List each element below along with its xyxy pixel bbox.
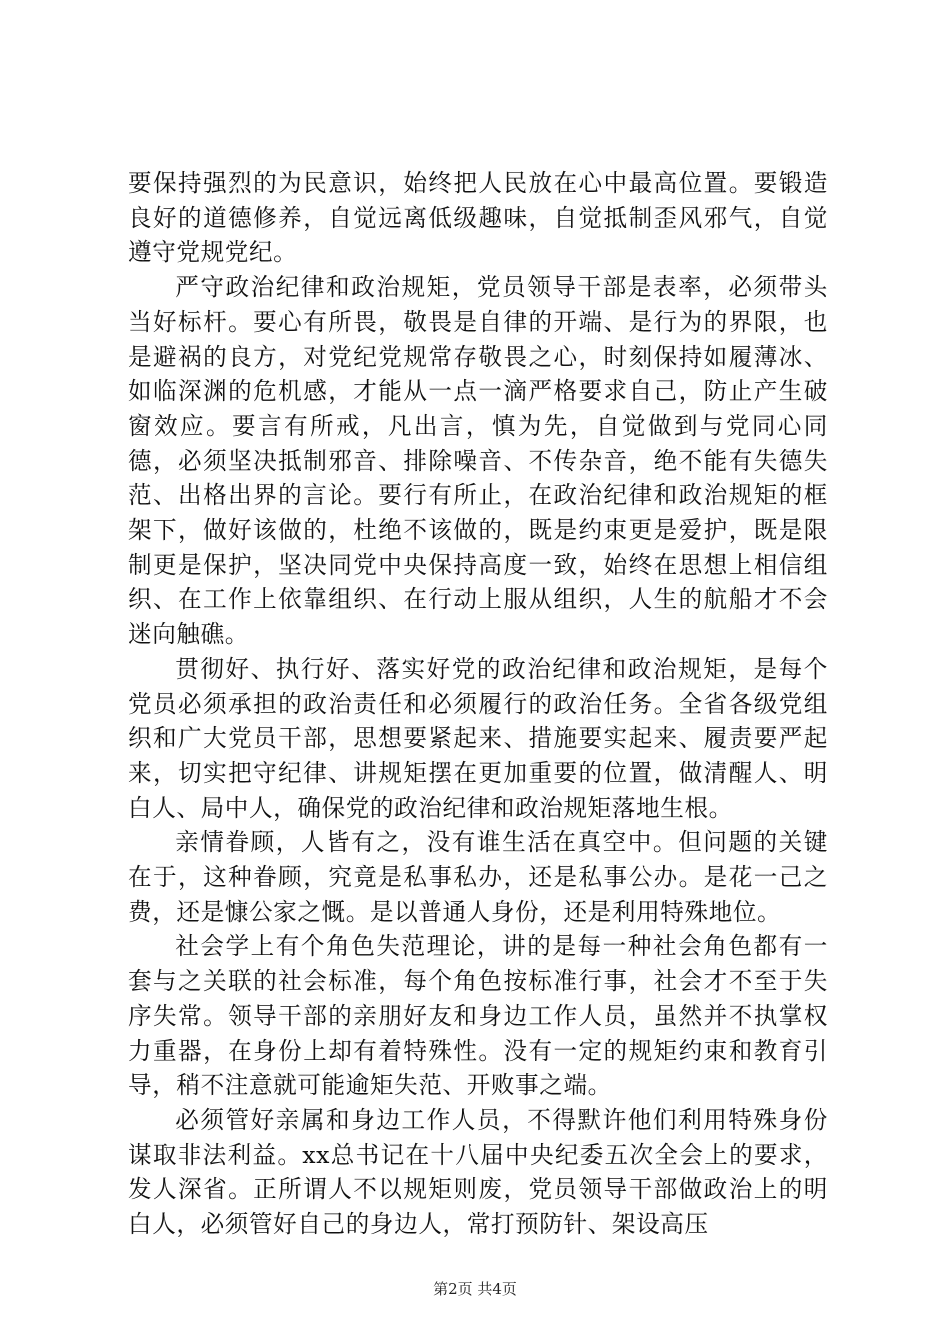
paragraph-3: 贯彻好、执行好、落实好党的政治纪律和政治规矩，是每个党员必须承担的政治责任和必须履行的政治任务。全省各级党组织和广大党员干部，思想要紧起来、措施要实起来、履责要严起来，切实把守纪律、讲规矩摆在更加重要的位置，做清醒人、明白人、局中人，确保党的政治纪律和政治规矩落地生根。 xyxy=(128,654,828,822)
paragraph-4: 亲情眷顾，人皆有之，没有谁生活在真空中。但问题的关键在于，这种眷顾，究竟是私事私办，还是私事公办。是花一己之费，还是慷公家之慨。是以普通人身份，还是利用特殊地位。 xyxy=(128,828,828,926)
paragraph-2: 严守政治纪律和政治规矩，党员领导干部是表率，必须带头当好标杆。要心有所畏，敬畏是自律的开端、是行为的界限，也是避祸的良方，对党纪党规常存敬畏之心，时刻保持如履薄冰、如临深渊的危机感，才能从一点一滴严格要求自己，防止产生破窗效应。要言有所戒，凡出言，慎为先，自觉做到与党同心同德，必须坚决抵制邪音、排除噪音、不传杂音，绝不能有失德失范、出格出界的言论。要行有所止，在政治纪律和政治规矩的框架下，做好该做的，杜绝不该做的，既是约束更是爱护，既是限制更是保护，坚决同党中央保持高度一致，始终在思想上相信组织、在工作上依靠组织、在行动上服从组织，人生的航船才不会迷向触礁。 xyxy=(128,273,828,649)
paragraph-5: 社会学上有个角色失范理论，讲的是每一种社会角色都有一套与之关联的社会标准，每个角色按标准行事，社会才不至于失序失常。领导干部的亲朋好友和身边工作人员，虽然并不执掌权力重器，在身份上却有着特殊性。没有一定的规矩约束和教育引导，稍不注意就可能逾矩失范、开败事之端。 xyxy=(128,932,828,1100)
page-number-footer: 第2页 共4页 xyxy=(433,1280,517,1298)
paragraph-1: 要保持强烈的为民意识，始终把人民放在心中最高位置。要锻造良好的道德修养，自觉远离低级趣味，自觉抵制歪风邪气，自觉遵守党规党纪。 xyxy=(128,169,828,267)
paragraph-6: 必须管好亲属和身边工作人员，不得默许他们利用特殊身份谋取非法利益。xx总书记在十八届中央纪委五次全会上的要求，发人深省。正所谓人不以规矩则废，党员领导干部做政治上的明白人，必须管好自己的身边人，常打预防针、架设高压 xyxy=(128,1105,828,1239)
document-body xyxy=(128,166,828,1242)
